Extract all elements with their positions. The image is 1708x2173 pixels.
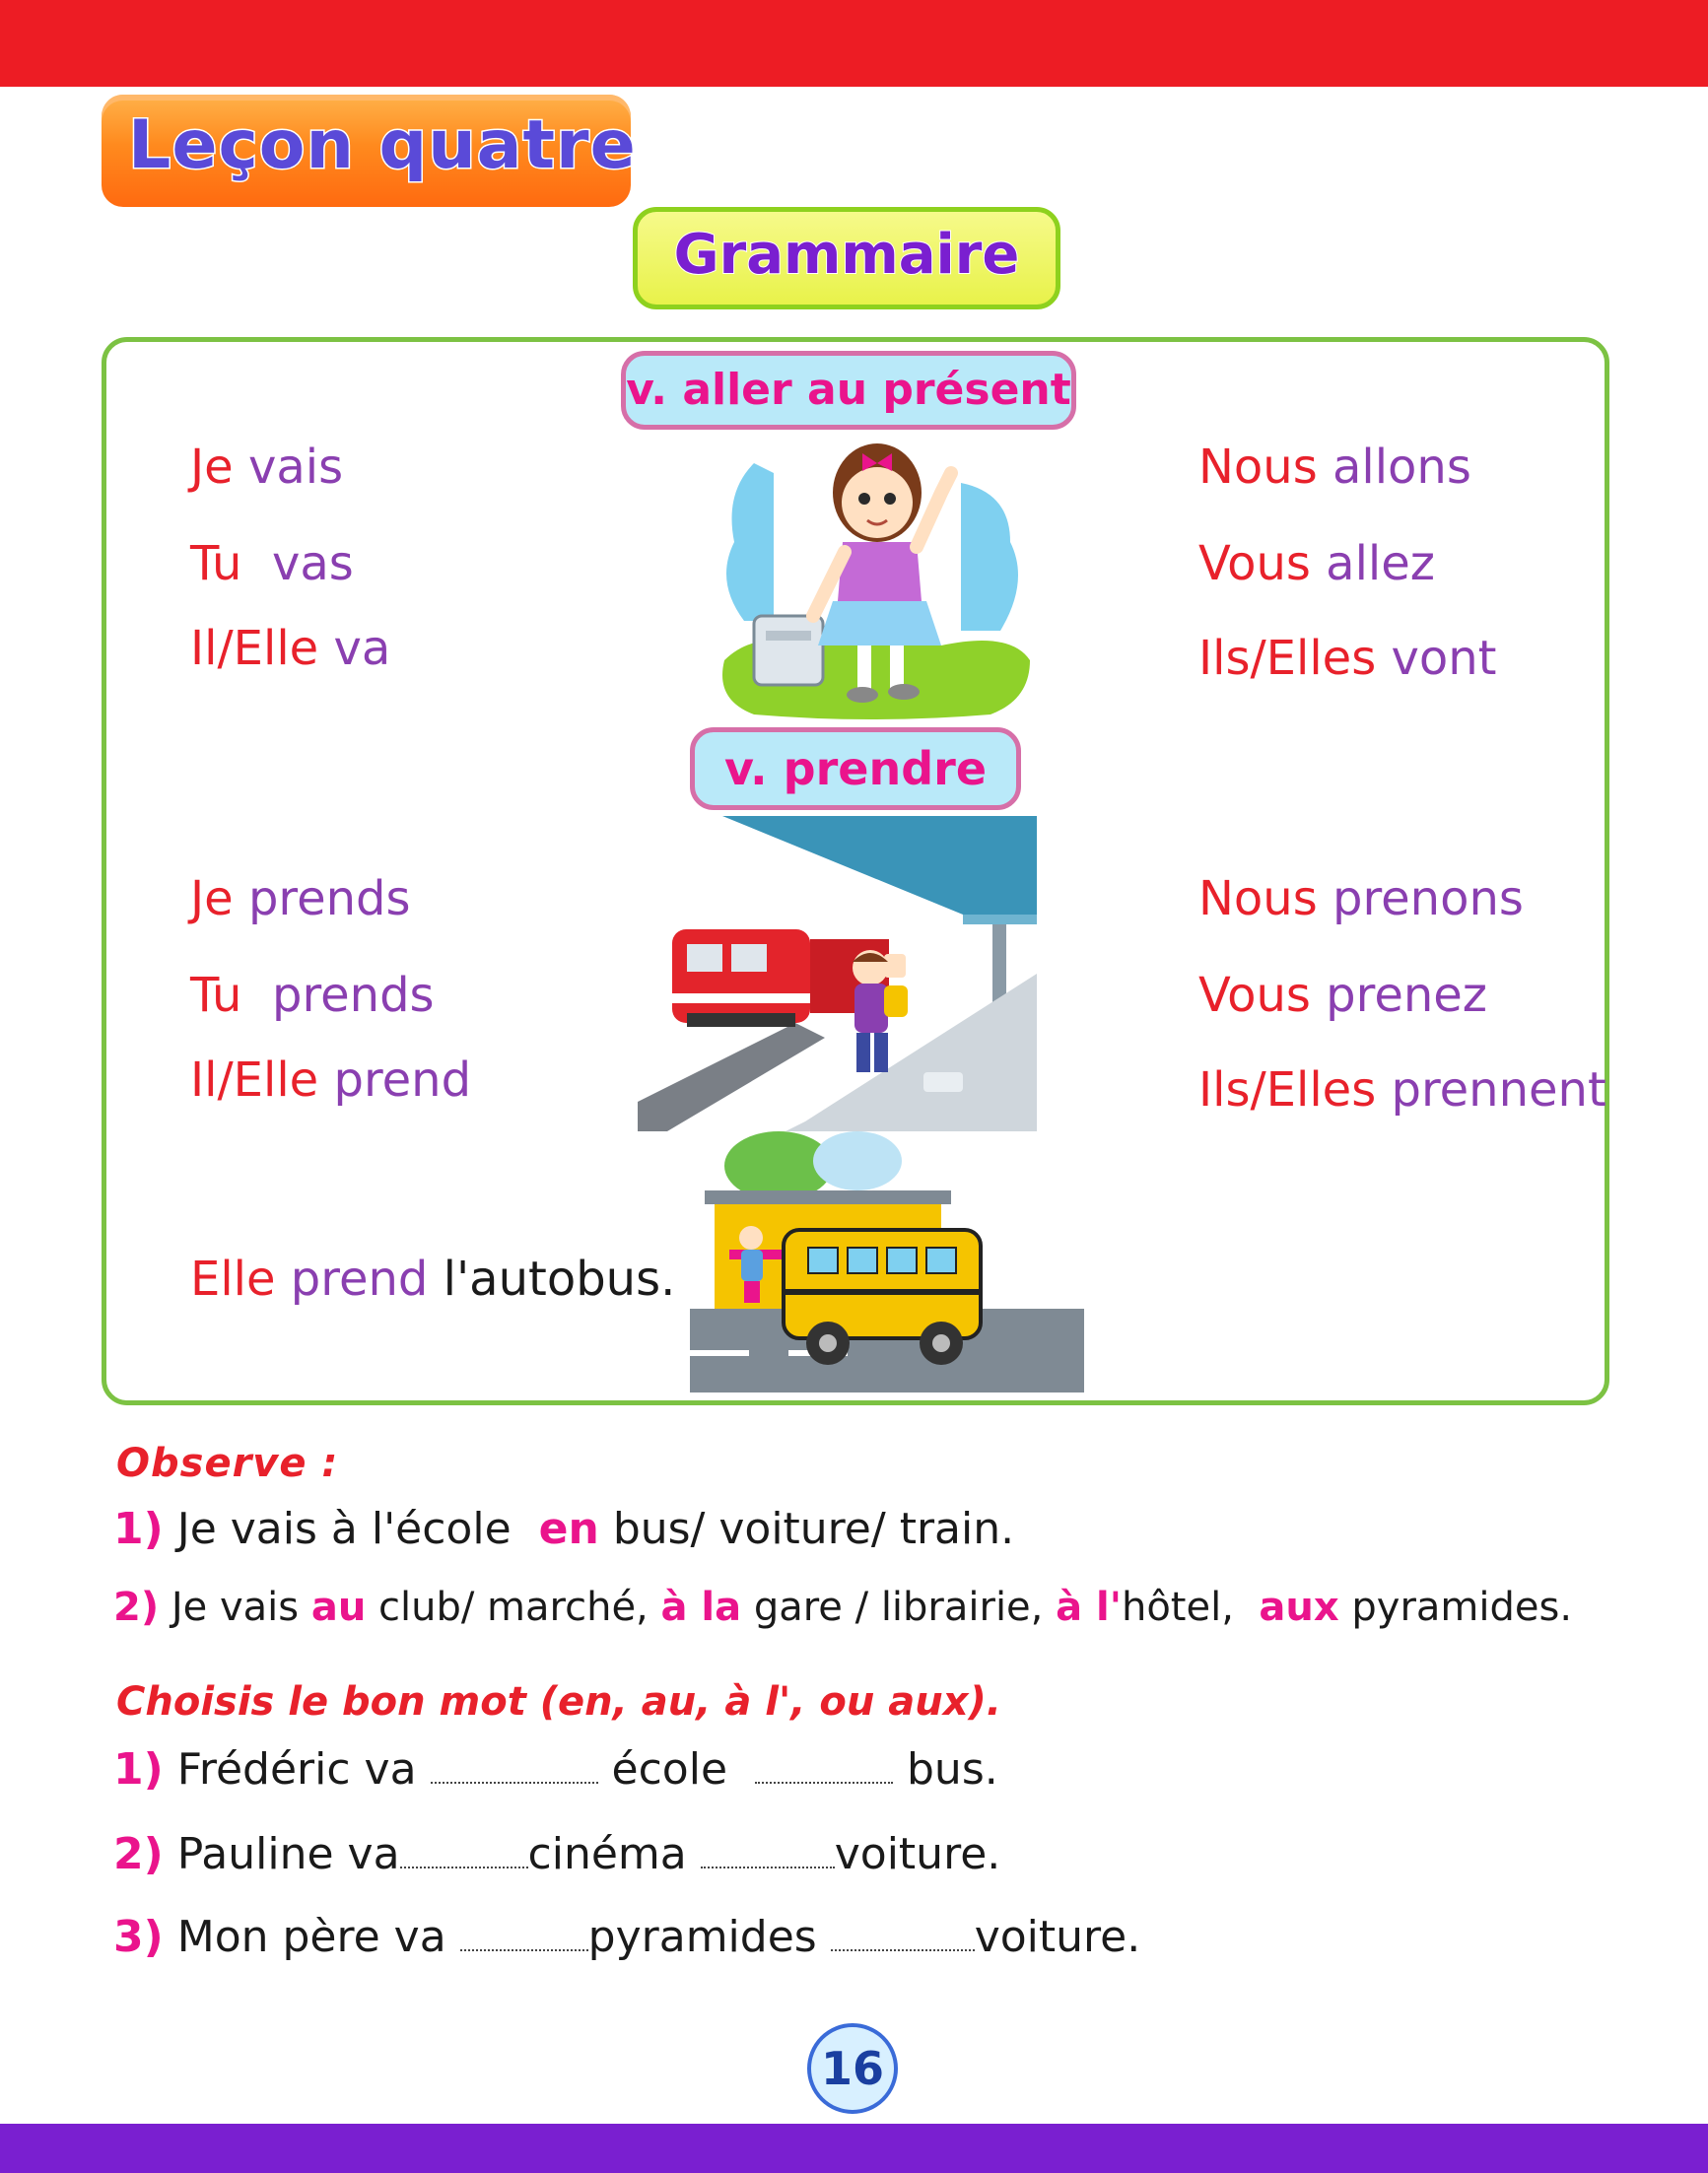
girl-walking-illustration: [715, 434, 1040, 719]
conjugation-row: Nous allons: [1198, 440, 1471, 495]
page-number: 16: [807, 2023, 898, 2114]
exercise-heading: Choisis le bon mot (en, au, à l', ou aux).: [116, 1679, 1001, 1725]
section-title: Grammaire: [673, 223, 1020, 287]
conjugation-row: Il/Elle prend: [190, 1053, 472, 1108]
observe-line-1: 1) Je vais à l'école en bus/ voiture/ train.: [113, 1504, 1015, 1554]
answer-blank[interactable]: [460, 1948, 588, 1951]
bottom-color-bar: [0, 2124, 1708, 2173]
top-color-bar: [0, 0, 1708, 87]
verb-label-prendre: v. prendre: [690, 727, 1021, 810]
lesson-title: Leçon quatre: [128, 106, 637, 184]
answer-blank[interactable]: [755, 1781, 893, 1784]
answer-blank[interactable]: [701, 1866, 835, 1868]
conjugation-row: Vous allez: [1198, 536, 1435, 591]
conjugation-row: Je vais: [190, 440, 344, 495]
verb-label-aller: v. aller au présent: [621, 351, 1076, 430]
conjugation-row: Ils/Elles prennent: [1198, 1062, 1606, 1118]
example-sentence: Elle prend l'autobus.: [190, 1252, 676, 1307]
conjugation-row: Il/Elle va: [190, 621, 391, 676]
train-station-illustration: [638, 816, 1037, 1131]
answer-blank[interactable]: [431, 1781, 598, 1784]
answer-blank[interactable]: [400, 1866, 528, 1868]
conjugation-row: Tu prends: [190, 968, 435, 1023]
conjugation-row: Je prends: [190, 871, 411, 926]
observe-line-2: 2) Je vais au club/ marché, à la gare / librairie, à l'hôtel, aux pyramides.: [113, 1585, 1573, 1630]
conjugation-row: Vous prenez: [1198, 968, 1487, 1023]
conjugation-row: Nous prenons: [1198, 871, 1524, 926]
observe-heading: Observe :: [116, 1441, 339, 1486]
conjugation-row: Tu vas: [190, 536, 354, 591]
school-bus-illustration: [690, 1131, 1084, 1392]
exercise-item-3: 3) Mon père va pyramides voiture.: [113, 1912, 1141, 1962]
answer-blank[interactable]: [831, 1948, 975, 1951]
exercise-item-2: 2) Pauline va cinéma voiture.: [113, 1829, 1001, 1879]
exercise-item-1: 1) Frédéric va école bus.: [113, 1744, 998, 1795]
conjugation-row: Ils/Elles vont: [1198, 631, 1497, 686]
